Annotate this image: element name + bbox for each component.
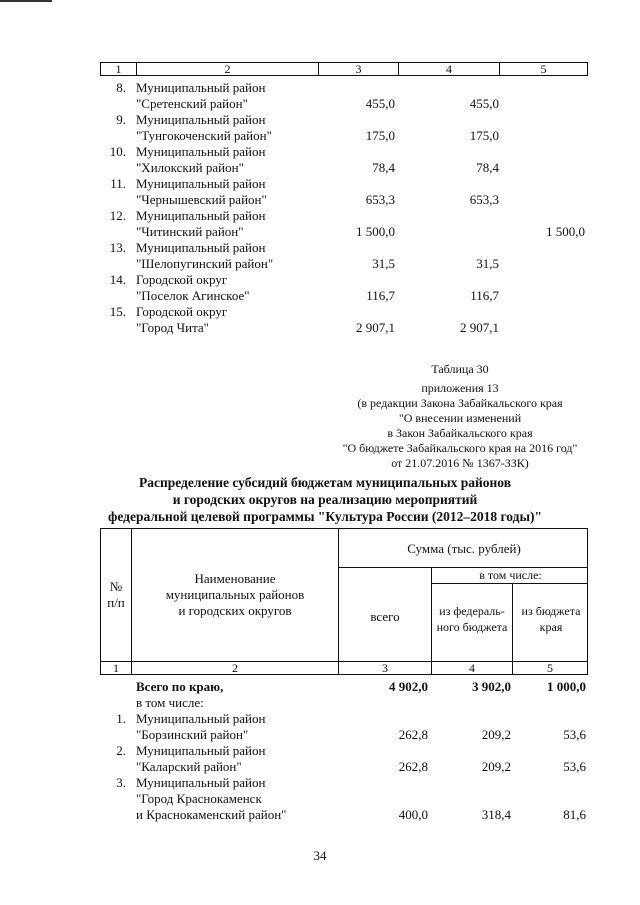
col-header-federal: из федераль- ного бюджета bbox=[436, 604, 508, 634]
row-number: 1. bbox=[116, 711, 126, 726]
annotation-line: от 21.07.2016 № 1367-ЗЗК) bbox=[391, 456, 529, 470]
col-number-1: 1 bbox=[101, 662, 132, 674]
annotation-line: приложения 13 bbox=[421, 381, 499, 395]
title-line: и городских округов на реализацию мероприятий bbox=[172, 492, 478, 507]
row-total: 2 907,1 bbox=[356, 320, 395, 335]
row-federal: 209,2 bbox=[481, 727, 511, 742]
table-row bbox=[100, 144, 588, 176]
row-number: 12. bbox=[109, 208, 126, 223]
table-row bbox=[100, 272, 588, 304]
grand-total-label: Всего по краю, bbox=[136, 679, 224, 694]
row-number: 2. bbox=[116, 743, 126, 758]
main-table-column-numbers bbox=[100, 661, 588, 675]
row-total: 262,8 bbox=[398, 759, 428, 774]
annotation-line: Таблица 30 bbox=[431, 362, 489, 376]
table-row bbox=[100, 240, 588, 272]
row-federal: 175,0 bbox=[469, 128, 499, 143]
row-total: 653,3 bbox=[365, 192, 395, 207]
row-regional: 1 500,0 bbox=[546, 224, 585, 239]
row-federal: 455,0 bbox=[469, 96, 499, 111]
grand-total-regional: 1 000,0 bbox=[547, 679, 586, 694]
annotation-line: "О внесении изменений bbox=[398, 411, 522, 425]
row-regional: 53,6 bbox=[563, 727, 586, 742]
row-total: 78,4 bbox=[372, 160, 395, 175]
main-table-header bbox=[100, 528, 588, 662]
table-row bbox=[100, 80, 588, 112]
row-number: 15. bbox=[109, 304, 126, 319]
table-row bbox=[100, 775, 588, 823]
scan-edge-mark bbox=[0, 0, 52, 2]
col-header-including: в том числе: bbox=[479, 568, 542, 582]
annotation-line: в Закон Забайкальского края bbox=[387, 426, 533, 440]
title-line: Распределение субсидий бюджетам муниципальных районов bbox=[138, 475, 512, 490]
document-title bbox=[60, 474, 590, 525]
col-header-regional: из бюджета края bbox=[521, 604, 581, 634]
grand-total-federal: 3 902,0 bbox=[472, 679, 511, 694]
col-number-5: 5 bbox=[540, 62, 547, 76]
row-federal: 116,7 bbox=[470, 288, 499, 303]
col-number-3: 3 bbox=[319, 63, 399, 75]
row-name: Городской округ "Поселок Агинское" bbox=[136, 272, 250, 303]
table-row bbox=[100, 112, 588, 144]
row-number: 13. bbox=[109, 240, 126, 255]
row-name: Муниципальный район "Каларский район" bbox=[136, 743, 266, 774]
row-total: 175,0 bbox=[365, 128, 395, 143]
row-name: Муниципальный район "Чернышевский район" bbox=[136, 176, 267, 207]
row-name: Городской округ "Город Чита" bbox=[136, 304, 228, 335]
row-federal: 318,4 bbox=[481, 807, 511, 822]
col-header-number: № п/п bbox=[107, 579, 125, 610]
row-total: 31,5 bbox=[372, 256, 395, 271]
row-name: Муниципальный район "Хилокский район" bbox=[136, 144, 266, 175]
table-row bbox=[100, 176, 588, 208]
row-total: 116,7 bbox=[366, 288, 395, 303]
row-total: 400,0 bbox=[398, 807, 428, 822]
row-regional: 53,6 bbox=[563, 759, 586, 774]
row-regional: 81,6 bbox=[563, 807, 586, 822]
row-total: 262,8 bbox=[398, 727, 428, 742]
col-header-total: всего bbox=[370, 609, 400, 624]
row-number: 11. bbox=[110, 176, 126, 191]
row-number: 9. bbox=[116, 112, 126, 127]
including-label: в том числе: bbox=[136, 695, 204, 710]
col-number-2: 2 bbox=[132, 662, 339, 674]
annotation-line: (в редакции Закона Забайкальского края bbox=[357, 396, 563, 410]
row-number: 14. bbox=[109, 272, 126, 287]
table-row bbox=[100, 304, 588, 336]
row-federal: 78,4 bbox=[476, 160, 499, 175]
col-number-1: 1 bbox=[101, 63, 137, 75]
col-number-3: 3 bbox=[339, 662, 432, 674]
row-federal: 653,3 bbox=[469, 192, 499, 207]
col-number-5: 5 bbox=[547, 661, 553, 675]
table-annotation bbox=[330, 362, 590, 471]
row-federal: 2 907,1 bbox=[460, 320, 499, 335]
col-number-4: 4 bbox=[399, 63, 500, 75]
grand-total-row bbox=[100, 679, 588, 695]
row-name: Муниципальный район "Город Краснокаменск и Краснокаменский район" bbox=[136, 775, 287, 822]
col-number-4: 4 bbox=[432, 662, 513, 674]
top-table-column-numbers bbox=[100, 62, 588, 76]
row-number: 10. bbox=[109, 144, 126, 159]
title-line: федеральной целевой программы "Культура России (2012–2018 годы)" bbox=[107, 509, 543, 524]
row-number: 3. bbox=[116, 775, 126, 790]
row-name: Муниципальный район "Шелопугинский район" bbox=[136, 240, 274, 271]
col-number-2: 2 bbox=[137, 63, 319, 75]
table-row bbox=[100, 743, 588, 775]
including-row bbox=[100, 695, 588, 711]
row-total: 455,0 bbox=[365, 96, 395, 111]
grand-total-total: 4 902,0 bbox=[389, 679, 428, 694]
col-header-sum: Сумма (тыс. рублей) bbox=[407, 541, 521, 556]
row-name: Муниципальный район "Читинский район" bbox=[136, 208, 266, 239]
row-number: 8. bbox=[116, 80, 126, 95]
row-total: 1 500,0 bbox=[356, 224, 395, 239]
annotation-line: "О бюджете Забайкальского края на 2016 год" bbox=[342, 441, 578, 455]
table-row bbox=[100, 208, 588, 240]
row-name: Муниципальный район "Тунгокоченский район" bbox=[136, 112, 272, 143]
col-header-name: Наименование муниципальных районов и городских округов bbox=[165, 571, 305, 618]
table-row bbox=[100, 711, 588, 743]
row-federal: 31,5 bbox=[476, 256, 499, 271]
row-federal: 209,2 bbox=[481, 759, 511, 774]
row-name: Муниципальный район "Борзинский район" bbox=[136, 711, 266, 742]
row-name: Муниципальный район "Сретенский район" bbox=[136, 80, 266, 111]
page-number: 34 bbox=[313, 848, 327, 863]
